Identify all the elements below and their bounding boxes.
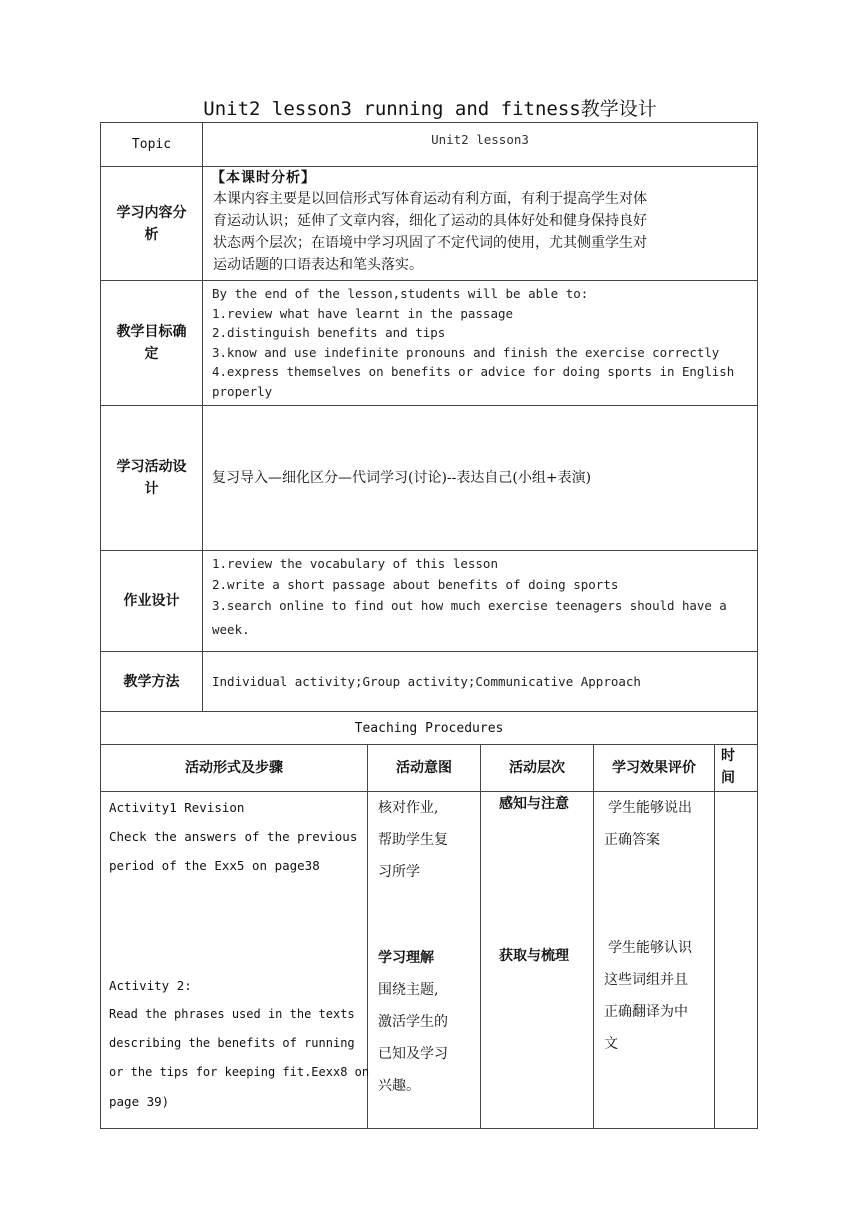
activity1-evaluation [604,792,710,856]
activity2-evaluation [604,932,710,1060]
objectives-label-line1: 教学目标确 [116,324,187,340]
content-analysis-line: 本课内容主要是以回信形式写体育运动有利方面，有利于提高学生对体 [213,191,647,207]
activity2-block [109,971,370,1116]
lesson-plan-table [100,122,758,1129]
procedures-body-row [101,792,758,1129]
homework-line: week. [212,622,250,637]
activity2-title: Activity 2: [109,978,192,993]
content-analysis-label-line1: 学习内容分 [116,204,187,221]
objectives-label-line2: 定 [144,346,159,362]
procedures-header-row [101,745,758,792]
header-level: 活动层次 [481,745,594,792]
activity2-line: Read the phrases used in the texts [109,1007,355,1021]
intent-line: 已知及学习 [378,1046,448,1062]
content-analysis-label [101,167,203,281]
methods-text: Individual activity;Group activity;Communicative Approach [212,673,641,689]
objective-line: By the end of the lesson,students will be able to: [212,286,589,301]
content-analysis-row [101,167,758,281]
activity-design-label-line1: 学习活动设 [116,459,187,475]
procedures-title-row [101,712,758,745]
objectives-row [101,281,758,406]
topic-value-cell [203,123,758,167]
eval-line: 正确答案 [604,832,660,848]
activity-design-text: 复习导入—细化区分—代词学习(讨论)--表达自己(小组+表演) [212,470,592,486]
intent-line: 兴趣。 [378,1078,420,1094]
intent-cell [368,792,481,1129]
time-cell [715,792,758,1129]
intent-line: 核对作业, [378,800,439,816]
activity2-intent [378,974,474,1102]
activity-design-row [101,406,758,551]
content-analysis-line: 育运动认识；延伸了文章内容，细化了运动的具体好处和健身保持良好 [213,213,647,229]
homework-label: 作业设计 [101,551,203,652]
activity-design-cell [203,406,758,551]
level-cell [481,792,594,1129]
activity1-block [109,793,365,880]
activity1-line: Check the answers of the previous [109,829,358,844]
intent-line: 围绕主题, [378,982,439,998]
activity-design-label-line2: 计 [144,481,159,497]
objective-line: properly [212,383,273,399]
content-analysis-line: 状态两个层次；在语境中学习巩固了不定代词的使用，尤其侧重学生对 [213,235,647,251]
activity1-title: Activity1 Revision [109,800,245,815]
objective-line: 1.review what have learnt in the passage [212,305,514,321]
activity2-line: page 39) [109,1094,170,1109]
methods-label: 教学方法 [101,652,203,712]
objectives-cell [203,281,758,406]
objective-line: 4.express themselves on benefits or advice for doing sports in English [212,364,735,379]
activity1-line: period of the Exx5 on page38 [109,858,320,873]
intent-line: 习所学 [378,864,420,880]
eval-line: 学生能够认识 [608,940,692,956]
topic-label: Topic [101,123,203,167]
objective-line: 3.know and use indefinite pronouns and finish the exercise correctly [212,344,720,360]
evaluation-cell [594,792,715,1129]
activity2-level: 获取与梳理 [499,948,569,964]
methods-row [101,652,758,712]
content-analysis-label-line2: 析 [144,226,159,243]
eval-line: 这些词组并且 [604,972,688,988]
content-analysis-cell [203,167,758,281]
homework-row [101,551,758,652]
topic-value: Unit2 lesson3 [431,132,529,147]
activity2-line: or the tips for keeping fit.Eexx8 on [109,1065,370,1079]
intent-line: 帮助学生复 [378,832,448,848]
topic-row [101,123,758,167]
header-time [715,745,758,792]
homework-cell [203,551,758,652]
homework-line: 1.review the vocabulary of this lesson [212,556,498,571]
objective-line: 2.distinguish benefits and tips [212,325,446,340]
homework-line: 3.search online to find out how much exercise teenagers should have a [212,598,727,613]
eval-line: 学生能够说出 [608,800,692,816]
content-analysis-line: 运动话题的口语表达和笔头落实。 [213,257,423,273]
activity-design-label [101,406,203,551]
intent-line: 激活学生的 [378,1014,448,1030]
eval-line: 正确翻译为中 [604,1004,688,1020]
methods-cell [203,652,758,712]
header-steps: 活动形式及步骤 [101,745,368,792]
header-intent: 活动意图 [368,745,481,792]
activity1-intent [378,792,474,888]
procedures-title: Teaching Procedures [101,712,758,745]
steps-cell [101,792,368,1129]
content-analysis-heading: 【本课时分析】 [211,170,316,186]
objectives-label [101,281,203,406]
header-evaluation: 学习效果评价 [594,745,715,792]
header-time-line2: 间 [721,770,735,786]
activity2-intent-heading: 学习理解 [378,950,434,966]
activity1-level: 感知与注意 [499,796,569,812]
eval-line: 文 [604,1036,618,1052]
homework-line: 2.write a short passage about benefits of doing sports [212,577,619,592]
content-analysis-text [211,188,749,276]
activity2-line: describing the benefits of running [109,1036,355,1050]
document-title: Unit2 lesson3 running and fitness教学设计 [203,98,657,120]
header-time-line1: 时 [721,748,735,764]
